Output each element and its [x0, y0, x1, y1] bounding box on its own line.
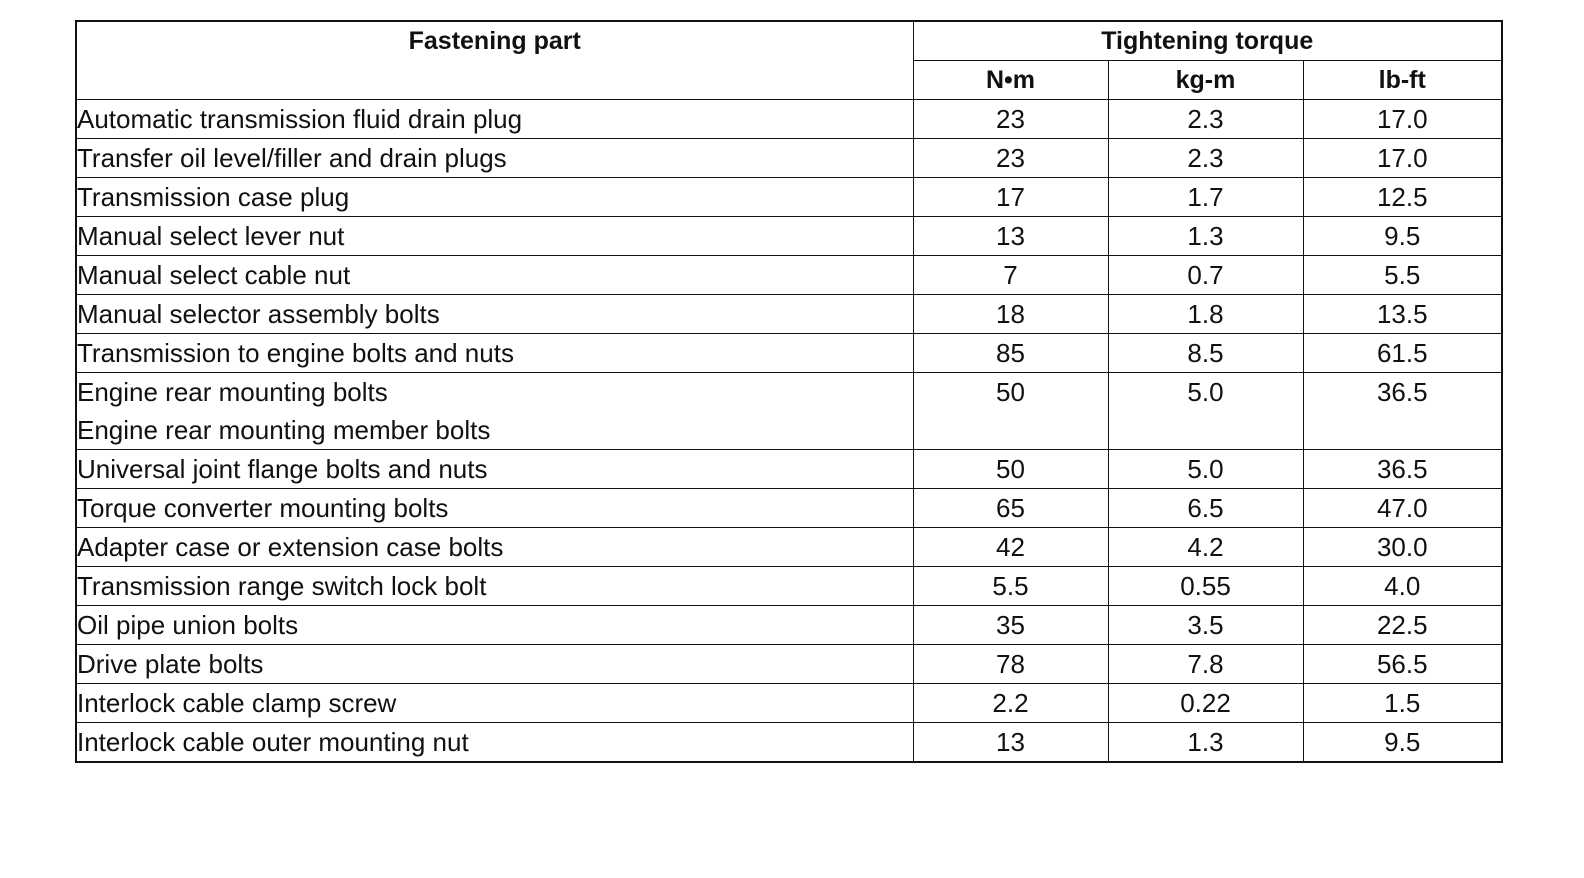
torque-lbft-cell: 1.5: [1303, 684, 1502, 723]
fastening-part-label: Interlock cable outer mounting nut: [77, 727, 469, 757]
torque-nm-cell: 18: [913, 295, 1108, 334]
table-row: [76, 489, 1502, 528]
torque-kgm-cell: 1.3: [1108, 217, 1303, 256]
fastening-part-label: Engine rear mounting member bolts: [77, 415, 491, 445]
table-row: [76, 217, 1502, 256]
torque-lbft-cell: 5.5: [1303, 256, 1502, 295]
table-row: [76, 567, 1502, 606]
table-row: [76, 684, 1502, 723]
fastening-part-label: Oil pipe union bolts: [77, 610, 299, 640]
torque-lbft-cell: 36.5: [1303, 450, 1502, 489]
fastening-part-label: Transmission range switch lock bolt: [77, 571, 487, 601]
torque-nm-cell: 78: [913, 645, 1108, 684]
fastening-part-cell: [76, 256, 913, 295]
torque-lbft-cell: 13.5: [1303, 295, 1502, 334]
torque-nm-cell: 5.5: [913, 567, 1108, 606]
fastening-part-cell: [76, 178, 913, 217]
torque-nm-cell: 23: [913, 100, 1108, 139]
column-header-kgm: kg-m: [1108, 61, 1303, 100]
torque-nm-cell: 2.2: [913, 684, 1108, 723]
torque-lbft-cell: 22.5: [1303, 606, 1502, 645]
fastening-part-cell: [76, 567, 913, 606]
fastening-part-label: Transfer oil level/filler and drain plugs: [77, 143, 507, 173]
table-row: [76, 334, 1502, 373]
table-row: [76, 450, 1502, 489]
torque-lbft-cell: 47.0: [1303, 489, 1502, 528]
table-row: [76, 256, 1502, 295]
fastening-part-label: Manual select lever nut: [77, 221, 345, 251]
column-group-header-tightening-torque: Tightening torque: [913, 21, 1502, 61]
table-row: [76, 100, 1502, 139]
torque-nm-cell: 17: [913, 178, 1108, 217]
fastening-part-cell: [76, 723, 913, 763]
torque-lbft-cell: 9.5: [1303, 217, 1502, 256]
fastening-part-label: Engine rear mounting bolts: [77, 377, 388, 407]
torque-kgm-cell: 1.3: [1108, 723, 1303, 763]
torque-specification-table: [75, 20, 1503, 763]
fastening-part-label: Adapter case or extension case bolts: [77, 532, 504, 562]
torque-kgm-cell: 3.5: [1108, 606, 1303, 645]
fastening-part-cell: [76, 100, 913, 139]
torque-kgm-cell: 1.8: [1108, 295, 1303, 334]
table-row: [76, 178, 1502, 217]
table-row: [76, 295, 1502, 334]
torque-nm-cell: 50: [913, 373, 1108, 450]
torque-nm-cell: 42: [913, 528, 1108, 567]
torque-nm-cell: 23: [913, 139, 1108, 178]
torque-lbft-cell: 17.0: [1303, 100, 1502, 139]
fastening-part-cell: [76, 489, 913, 528]
fastening-part-cell: [76, 295, 913, 334]
fastening-part-cell: [76, 606, 913, 645]
fastening-part-cell: [76, 645, 913, 684]
fastening-part-cell: [76, 528, 913, 567]
fastening-part-label: Manual select cable nut: [77, 260, 351, 290]
torque-nm-cell: 7: [913, 256, 1108, 295]
column-header-fastening-part: Fastening part: [76, 21, 913, 100]
fastening-part-cell: [76, 334, 913, 373]
torque-kgm-cell: 0.22: [1108, 684, 1303, 723]
fastening-part-label: Universal joint flange bolts and nuts: [77, 454, 488, 484]
fastening-part-label: Interlock cable clamp screw: [77, 688, 397, 718]
fastening-part-cell: [76, 450, 913, 489]
torque-nm-cell: 50: [913, 450, 1108, 489]
torque-lbft-cell: 9.5: [1303, 723, 1502, 763]
torque-lbft-cell: 30.0: [1303, 528, 1502, 567]
torque-nm-cell: 65: [913, 489, 1108, 528]
torque-kgm-cell: 5.0: [1108, 450, 1303, 489]
torque-lbft-cell: 17.0: [1303, 139, 1502, 178]
fastening-part-label: Transmission case plug: [77, 182, 350, 212]
table-row: [76, 373, 1502, 450]
torque-lbft-cell: 36.5: [1303, 373, 1502, 450]
torque-kgm-cell: 2.3: [1108, 100, 1303, 139]
column-header-lbft: lb-ft: [1303, 61, 1502, 100]
torque-nm-cell: 35: [913, 606, 1108, 645]
table-row: [76, 528, 1502, 567]
torque-lbft-cell: 56.5: [1303, 645, 1502, 684]
fastening-part-label: Transmission to engine bolts and nuts: [77, 338, 514, 368]
fastening-part-cell: [76, 373, 913, 450]
torque-kgm-cell: 0.7: [1108, 256, 1303, 295]
fastening-part-cell: [76, 139, 913, 178]
torque-nm-cell: 13: [913, 723, 1108, 763]
torque-lbft-cell: 12.5: [1303, 178, 1502, 217]
table-row: [76, 139, 1502, 178]
table-body: [76, 100, 1502, 763]
torque-kgm-cell: 8.5: [1108, 334, 1303, 373]
table-row: [76, 606, 1502, 645]
torque-kgm-cell: 0.55: [1108, 567, 1303, 606]
torque-kgm-cell: 1.7: [1108, 178, 1303, 217]
table-row: [76, 645, 1502, 684]
fastening-part-cell: [76, 217, 913, 256]
table-row: [76, 723, 1502, 763]
torque-kgm-cell: 4.2: [1108, 528, 1303, 567]
torque-kgm-cell: 5.0: [1108, 373, 1303, 450]
torque-kgm-cell: 2.3: [1108, 139, 1303, 178]
torque-nm-cell: 85: [913, 334, 1108, 373]
torque-kgm-cell: 7.8: [1108, 645, 1303, 684]
fastening-part-label: Automatic transmission fluid drain plug: [77, 104, 523, 134]
torque-lbft-cell: 4.0: [1303, 567, 1502, 606]
fastening-part-label: Drive plate bolts: [77, 649, 264, 679]
fastening-part-cell: [76, 684, 913, 723]
torque-kgm-cell: 6.5: [1108, 489, 1303, 528]
torque-lbft-cell: 61.5: [1303, 334, 1502, 373]
fastening-part-label: Manual selector assembly bolts: [77, 299, 440, 329]
torque-nm-cell: 13: [913, 217, 1108, 256]
header-row-top: [76, 21, 1502, 61]
fastening-part-label: Torque converter mounting bolts: [77, 493, 449, 523]
column-header-nm: N•m: [913, 61, 1108, 100]
